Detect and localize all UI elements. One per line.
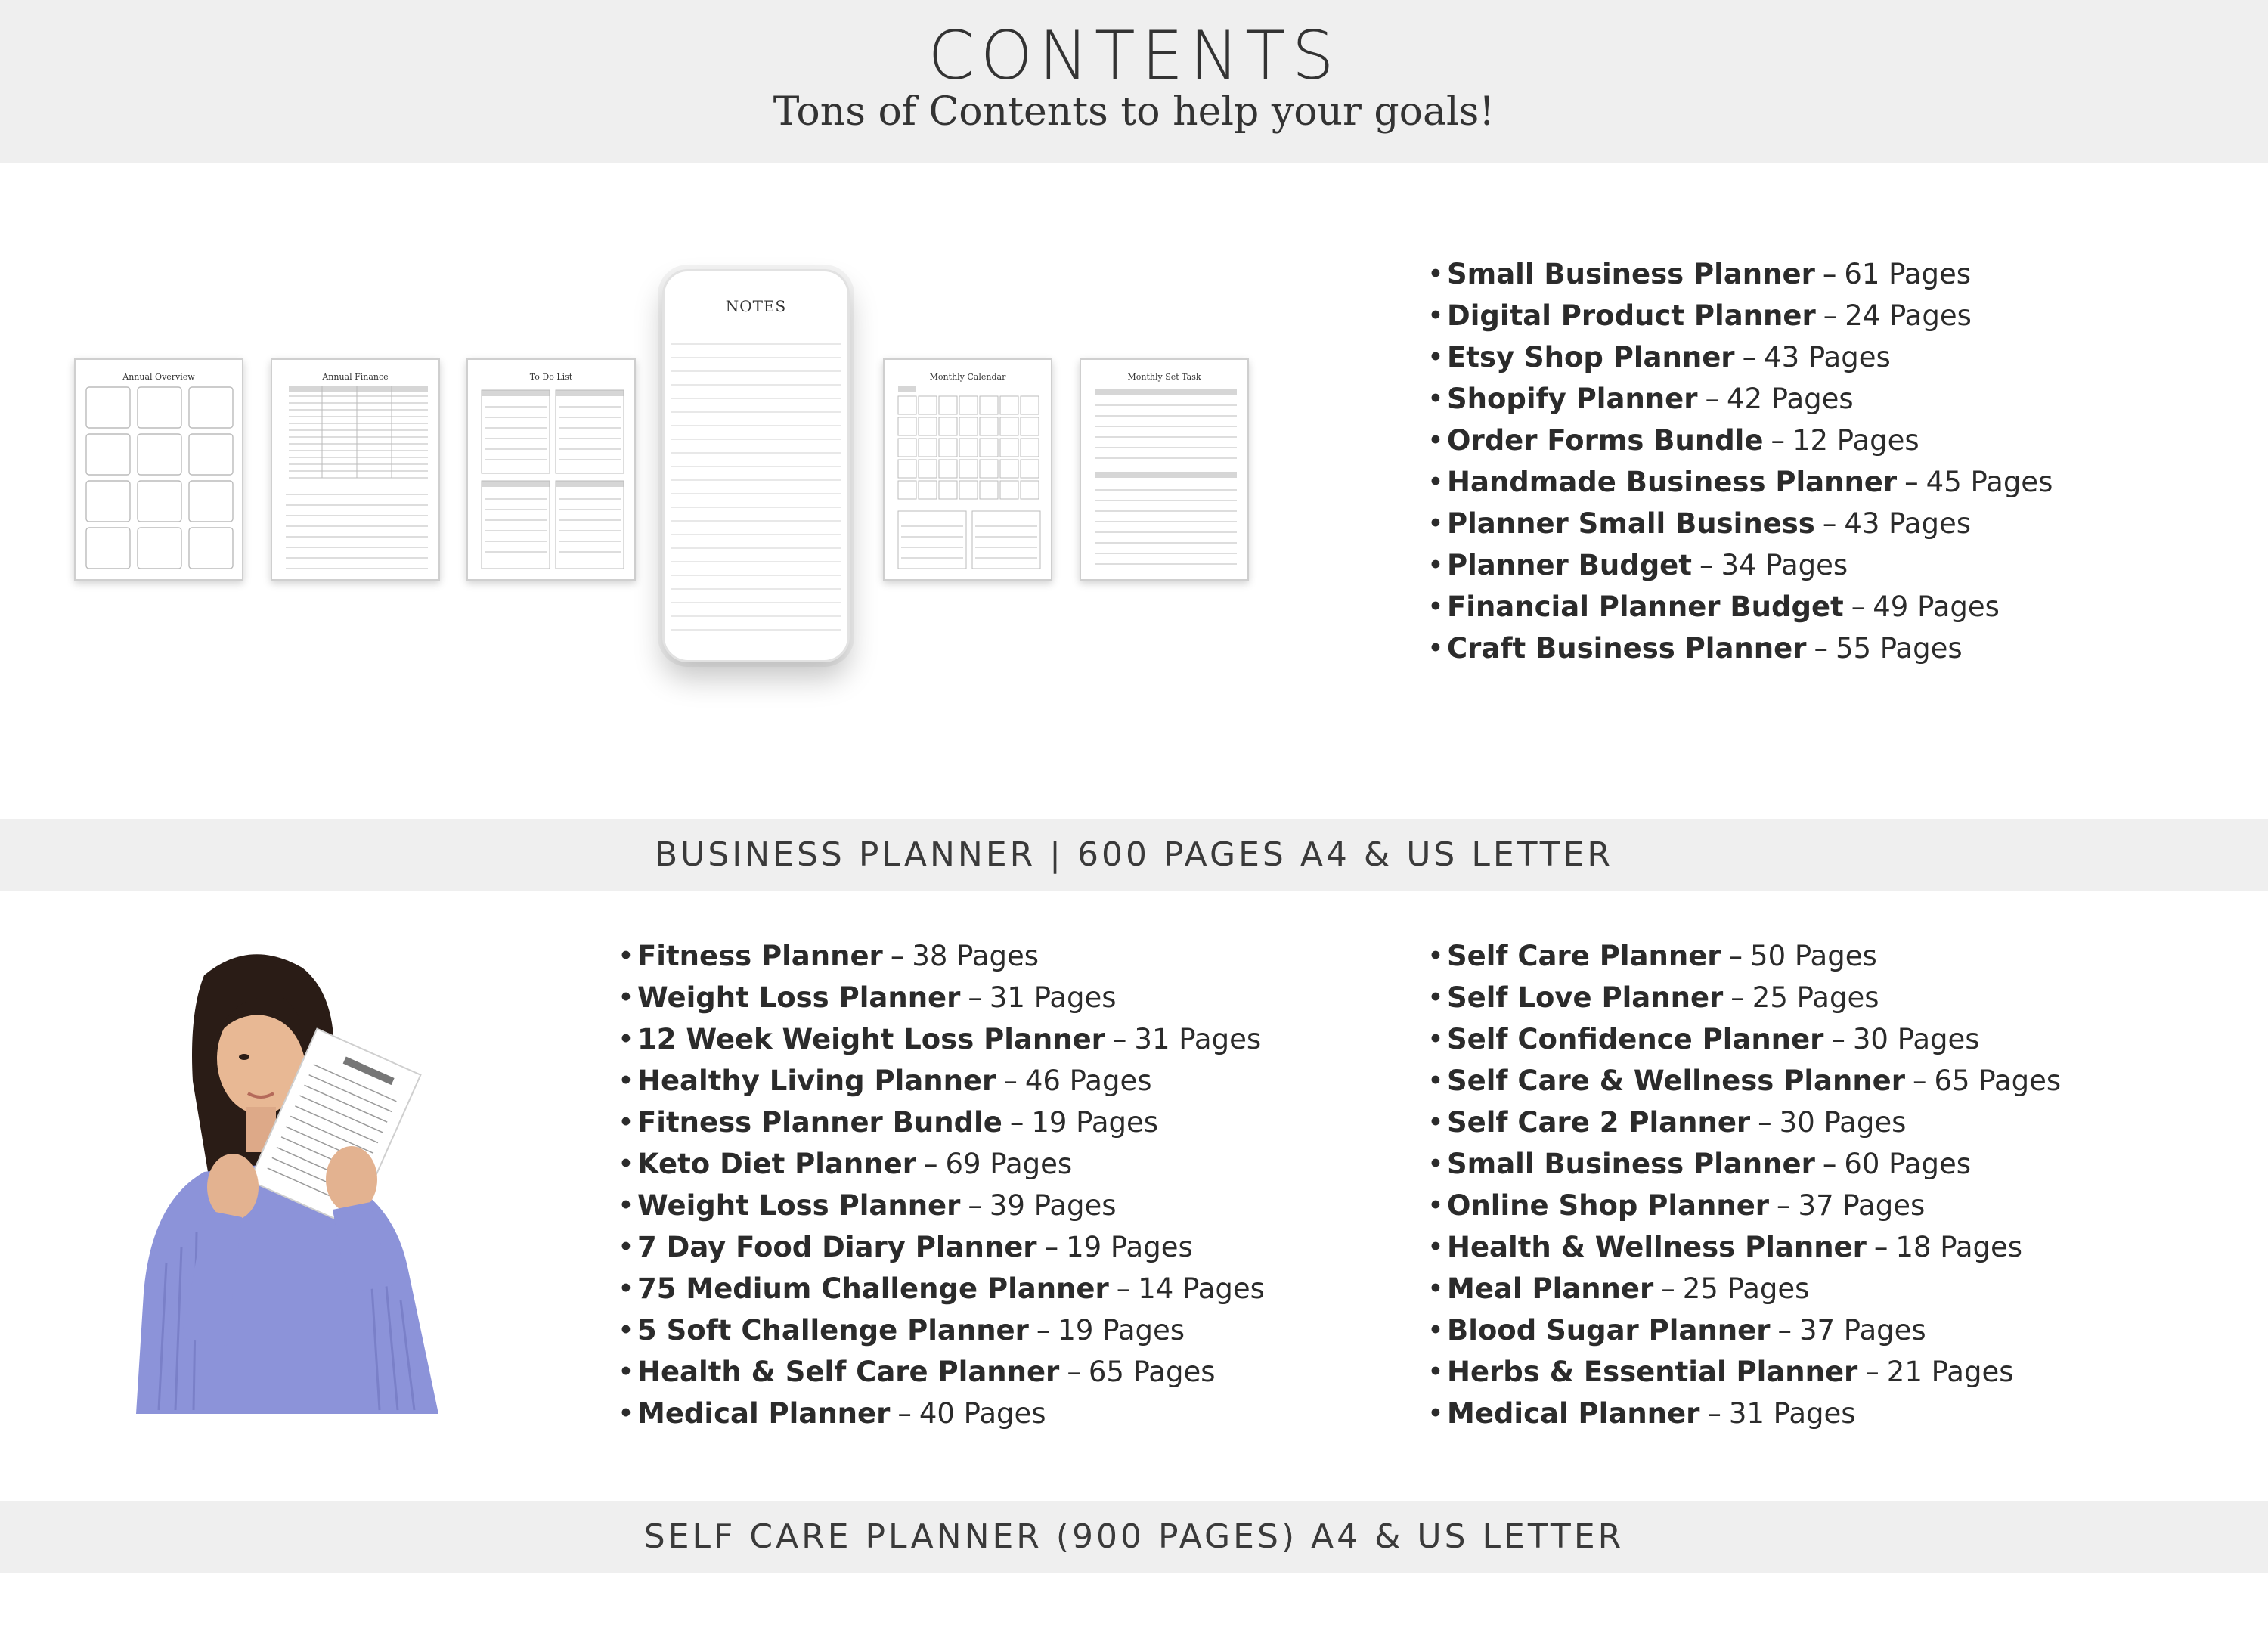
separator-dash: – — [1067, 1356, 1081, 1388]
page-count: 37 Pages — [1798, 1189, 1926, 1222]
bullet-icon: • — [1427, 383, 1444, 415]
page-count: 43 Pages — [1844, 507, 1972, 540]
thumbnail-annual-overview — [74, 358, 243, 581]
list-item — [1427, 1268, 2061, 1309]
thumbnail-monthly-calendar — [883, 358, 1052, 581]
separator-dash: – — [1758, 1106, 1772, 1139]
separator-dash: – — [1777, 1189, 1791, 1222]
list-item — [618, 1226, 1265, 1268]
page-count: 38 Pages — [912, 940, 1040, 972]
planner-name: 75 Medium Challenge Planner — [637, 1272, 1109, 1305]
thumbnail-title: Monthly Calendar — [929, 372, 1006, 382]
planner-name: Medical Planner — [1447, 1397, 1700, 1430]
self-care-planner-label: SELF CARE PLANNER (900 PAGES) A4 & US LETTER — [643, 1517, 1625, 1556]
separator-dash: – — [923, 1148, 938, 1180]
bullet-icon: • — [1427, 1272, 1444, 1305]
list-item — [1427, 295, 2053, 336]
list-item — [618, 1060, 1265, 1102]
list-item — [1427, 1309, 2061, 1351]
planner-name: Herbs & Essential Planner — [1447, 1356, 1858, 1388]
list-item — [1427, 586, 2053, 628]
planner-name: Planner Small Business — [1447, 507, 1815, 540]
phone-mockup — [662, 269, 850, 662]
self-care-planner-list — [1427, 935, 2061, 1434]
page-count: 21 Pages — [1886, 1356, 2014, 1388]
page-count: 43 Pages — [1764, 341, 1891, 373]
page-count: 37 Pages — [1799, 1314, 1926, 1347]
page-count: 25 Pages — [1682, 1272, 1810, 1305]
planner-name: Self Confidence Planner — [1447, 1023, 1824, 1055]
planner-name: Craft Business Planner — [1447, 632, 1807, 665]
planner-name: Small Business Planner — [1447, 258, 1815, 290]
separator-dash: – — [968, 981, 982, 1014]
page-count: 39 Pages — [989, 1189, 1117, 1222]
planner-name: Self Care Planner — [1447, 940, 1721, 972]
planner-name: Fitness Planner — [637, 940, 883, 972]
planner-name: Health & Self Care Planner — [637, 1356, 1060, 1388]
thumbnail-title: Annual Finance — [322, 372, 389, 382]
bullet-icon: • — [1427, 981, 1444, 1014]
page-count: 65 Pages — [1088, 1356, 1216, 1388]
bullet-icon: • — [618, 1231, 634, 1263]
page-subtitle: Tons of Contents to help your goals! — [773, 89, 1495, 135]
separator-dash: – — [1705, 383, 1719, 415]
business-planner-label: BUSINESS PLANNER | 600 PAGES A4 & US LETTER — [654, 835, 1613, 874]
list-item — [618, 1185, 1265, 1226]
bullet-icon: • — [1427, 549, 1444, 581]
list-item — [1427, 1393, 2061, 1434]
thumbnail-to-do-list — [466, 358, 636, 581]
planner-name: Etsy Shop Planner — [1447, 341, 1735, 373]
separator-dash: – — [1116, 1272, 1131, 1305]
planner-name: Online Shop Planner — [1447, 1189, 1770, 1222]
bullet-icon: • — [1427, 1065, 1444, 1097]
page-count: 40 Pages — [919, 1397, 1046, 1430]
bullet-icon: • — [618, 940, 634, 972]
bullet-icon: • — [1427, 507, 1444, 540]
bullet-icon: • — [618, 1023, 634, 1055]
list-item — [1427, 1018, 2061, 1060]
thumbnail-title: To Do List — [529, 372, 573, 382]
bullet-icon: • — [1427, 341, 1444, 373]
list-item — [618, 1143, 1265, 1185]
planner-name: Keto Diet Planner — [637, 1148, 916, 1180]
page-count: 19 Pages — [1058, 1314, 1185, 1347]
planner-name: 7 Day Food Diary Planner — [637, 1231, 1037, 1263]
separator-dash: – — [968, 1189, 982, 1222]
list-item — [1427, 544, 2053, 586]
bullet-icon: • — [1427, 590, 1444, 623]
list-item — [618, 977, 1265, 1018]
bullet-icon: • — [1427, 940, 1444, 972]
bullet-icon: • — [1427, 1314, 1444, 1347]
separator-dash: – — [890, 940, 905, 972]
thumbnail-title: Monthly Set Task — [1127, 372, 1201, 382]
separator-dash: – — [1036, 1314, 1051, 1347]
separator-dash: – — [897, 1397, 912, 1430]
planner-name: Healthy Living Planner — [637, 1065, 996, 1097]
fitness-planner-list — [618, 935, 1265, 1434]
bullet-icon: • — [1427, 632, 1444, 665]
list-item — [1427, 977, 2061, 1018]
page-count: 55 Pages — [1835, 632, 1963, 665]
planner-name: Self Love Planner — [1447, 981, 1724, 1014]
bullet-icon: • — [618, 1065, 634, 1097]
separator-dash: – — [1873, 1231, 1888, 1263]
planner-name: Order Forms Bundle — [1447, 424, 1764, 457]
separator-dash: – — [1044, 1231, 1059, 1263]
list-item — [618, 1102, 1265, 1143]
planner-name: Meal Planner — [1447, 1272, 1654, 1305]
bullet-icon: • — [618, 1148, 634, 1180]
separator-dash: – — [1913, 1065, 1927, 1097]
thumbnail-title: Annual Overview — [122, 372, 195, 382]
phone-notes-title: NOTES — [725, 297, 787, 315]
bullet-icon: • — [618, 1356, 634, 1388]
separator-dash: – — [1831, 1023, 1845, 1055]
list-item — [1427, 253, 2053, 295]
planner-name: Shopify Planner — [1447, 383, 1698, 415]
thumbnail-monthly-set-task — [1080, 358, 1249, 581]
page-count: 61 Pages — [1844, 258, 1972, 290]
thumbnail-annual-finance — [271, 358, 440, 581]
separator-dash: – — [1814, 632, 1828, 665]
page-count: 19 Pages — [1031, 1106, 1159, 1139]
planner-name: Financial Planner Budget — [1447, 590, 1844, 623]
woman-holding-planner-photo — [121, 945, 454, 1414]
separator-dash: – — [1822, 507, 1837, 540]
separator-dash: – — [1851, 590, 1866, 623]
planner-name: Medical Planner — [637, 1397, 891, 1430]
list-item — [1427, 420, 2053, 461]
bullet-icon: • — [618, 981, 634, 1014]
page-count: 65 Pages — [1934, 1065, 2062, 1097]
planner-name: Self Care & Wellness Planner — [1447, 1065, 1906, 1097]
bullet-icon: • — [618, 1272, 634, 1305]
planner-name: 12 Week Weight Loss Planner — [637, 1023, 1105, 1055]
bullet-icon: • — [1427, 299, 1444, 332]
separator-dash: – — [1823, 299, 1838, 332]
list-item — [1427, 1226, 2061, 1268]
bullet-icon: • — [618, 1106, 634, 1139]
bullet-icon: • — [618, 1314, 634, 1347]
list-item — [618, 1309, 1265, 1351]
planner-name: Handmade Business Planner — [1447, 466, 1898, 498]
business-planner-list — [1427, 253, 2053, 669]
list-item — [1427, 1351, 2061, 1393]
list-item — [1427, 336, 2053, 378]
page-count: 42 Pages — [1726, 383, 1854, 415]
separator-dash: – — [1777, 1314, 1792, 1347]
page-title: CONTENTS — [928, 17, 1340, 95]
separator-dash: – — [1009, 1106, 1024, 1139]
header-band — [0, 0, 2268, 163]
page-count: 24 Pages — [1845, 299, 1972, 332]
planner-name: Weight Loss Planner — [637, 981, 961, 1014]
page-count: 25 Pages — [1752, 981, 1879, 1014]
page-count: 19 Pages — [1066, 1231, 1193, 1263]
separator-dash: – — [1771, 424, 1785, 457]
planner-name: Self Care 2 Planner — [1447, 1106, 1751, 1139]
list-item — [618, 1268, 1265, 1309]
page-count: 30 Pages — [1779, 1106, 1907, 1139]
bullet-icon: • — [1427, 258, 1444, 290]
planner-name: Small Business Planner — [1447, 1148, 1815, 1180]
list-item — [1427, 378, 2053, 420]
list-item — [1427, 935, 2061, 977]
bullet-icon: • — [1427, 1023, 1444, 1055]
list-item — [1427, 1102, 2061, 1143]
list-item — [1427, 503, 2053, 544]
separator-dash: – — [1661, 1272, 1675, 1305]
page-count: 31 Pages — [1134, 1023, 1262, 1055]
page-count: 45 Pages — [1926, 466, 2053, 498]
page-count: 50 Pages — [1750, 940, 1877, 972]
separator-dash: – — [1730, 981, 1745, 1014]
self-care-planner-band — [0, 1501, 2268, 1573]
separator-dash: – — [1003, 1065, 1018, 1097]
page-count: 34 Pages — [1721, 549, 1848, 581]
bullet-icon: • — [618, 1397, 634, 1430]
page-count: 12 Pages — [1792, 424, 1919, 457]
list-item — [1427, 1143, 2061, 1185]
bullet-icon: • — [1427, 1148, 1444, 1180]
bullet-icon: • — [1427, 1356, 1444, 1388]
planner-name: Blood Sugar Planner — [1447, 1314, 1771, 1347]
list-item — [1427, 461, 2053, 503]
page-count: 60 Pages — [1844, 1148, 1972, 1180]
separator-dash: – — [1728, 940, 1743, 972]
planner-name: Planner Budget — [1447, 549, 1692, 581]
separator-dash: – — [1822, 1148, 1837, 1180]
planner-name: Digital Product Planner — [1447, 299, 1816, 332]
list-item — [618, 935, 1265, 977]
separator-dash: – — [1822, 258, 1837, 290]
list-item — [618, 1351, 1265, 1393]
bullet-icon: • — [1427, 1231, 1444, 1263]
page-count: 30 Pages — [1852, 1023, 1980, 1055]
planner-name: Fitness Planner Bundle — [637, 1106, 1002, 1139]
list-item — [618, 1018, 1265, 1060]
separator-dash: – — [1742, 341, 1757, 373]
planner-name: Weight Loss Planner — [637, 1189, 961, 1222]
separator-dash: – — [1865, 1356, 1879, 1388]
bullet-icon: • — [1427, 466, 1444, 498]
page-count: 46 Pages — [1024, 1065, 1152, 1097]
separator-dash: – — [1699, 549, 1714, 581]
list-item — [1427, 1060, 2061, 1102]
bullet-icon: • — [1427, 1397, 1444, 1430]
bullet-icon: • — [1427, 1106, 1444, 1139]
business-planner-band — [0, 819, 2268, 891]
separator-dash: – — [1904, 466, 1919, 498]
page-count: 31 Pages — [1728, 1397, 1856, 1430]
planner-name: 5 Soft Challenge Planner — [637, 1314, 1029, 1347]
page-count: 69 Pages — [945, 1148, 1073, 1180]
page-count: 18 Pages — [1895, 1231, 2023, 1263]
bullet-icon: • — [1427, 1189, 1444, 1222]
bullet-icon: • — [618, 1189, 634, 1222]
list-item — [1427, 1185, 2061, 1226]
separator-dash: – — [1707, 1397, 1721, 1430]
planner-name: Health & Wellness Planner — [1447, 1231, 1867, 1263]
separator-dash: – — [1112, 1023, 1127, 1055]
list-item — [618, 1393, 1265, 1434]
page-count: 49 Pages — [1873, 590, 2000, 623]
page-count: 31 Pages — [989, 981, 1117, 1014]
bullet-icon: • — [1427, 424, 1444, 457]
page-count: 14 Pages — [1138, 1272, 1265, 1305]
list-item — [1427, 628, 2053, 669]
